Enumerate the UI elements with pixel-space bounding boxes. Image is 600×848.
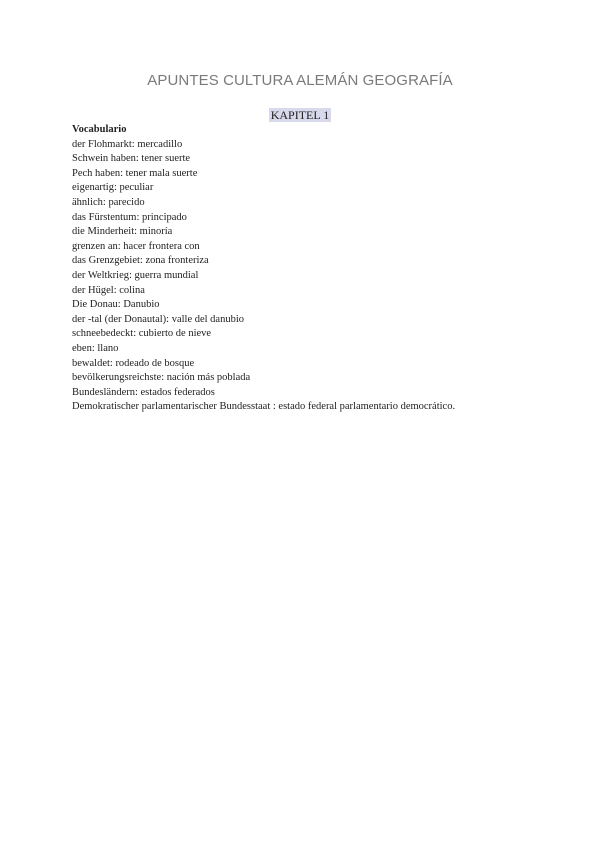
vocabulary-item: eben: llano xyxy=(72,342,119,354)
vocabulary-item: bewaldet: rodeado de bosque xyxy=(72,357,195,369)
vocabulary-item: grenzen an: hacer frontera con xyxy=(72,240,200,252)
vocabulary-item: Schwein haben: tener suerte xyxy=(72,153,191,165)
vocabulary-item: das Fürstentum: principado xyxy=(72,211,187,223)
vocabulary-item: ähnlich: parecido xyxy=(72,196,145,208)
vocabulary-item: der Hügel: colina xyxy=(72,284,145,296)
section-heading: Vocabulario xyxy=(72,124,127,135)
vocabulary-item: der -tal (der Donautal): valle del danubio xyxy=(72,313,245,325)
chapter-heading-text: KAPITEL 1 xyxy=(270,108,330,122)
document-body xyxy=(72,123,572,415)
vocabulary-item: Pech haben: tener mala suerte xyxy=(72,167,198,179)
vocabulary-item: bevölkerungsreichste: nación más poblada xyxy=(72,372,251,384)
chapter-heading xyxy=(0,108,600,123)
vocabulary-item: der Flohmarkt: mercadillo xyxy=(72,138,183,150)
vocabulary-item: Die Donau: Danubio xyxy=(72,299,160,311)
vocabulary-item: das Grenzgebiet: zona fronteriza xyxy=(72,255,209,267)
vocabulary-item: eigenartig: peculiar xyxy=(72,182,154,194)
vocabulary-list xyxy=(72,138,572,415)
vocabulary-item: der Weltkrieg: guerra mundial xyxy=(72,269,199,281)
document-title: APUNTES CULTURA ALEMÁN GEOGRAFÍA xyxy=(147,72,453,89)
vocabulary-item: Demokratischer parlamentarischer Bundesstaat : estado federal parlamentario democrático. xyxy=(72,401,456,413)
vocabulary-item: die Minderheit: minoría xyxy=(72,226,173,238)
vocabulary-item: schneebedeckt: cubierto de nieve xyxy=(72,328,212,340)
vocabulary-item: Bundesländern: estados federados xyxy=(72,386,215,398)
